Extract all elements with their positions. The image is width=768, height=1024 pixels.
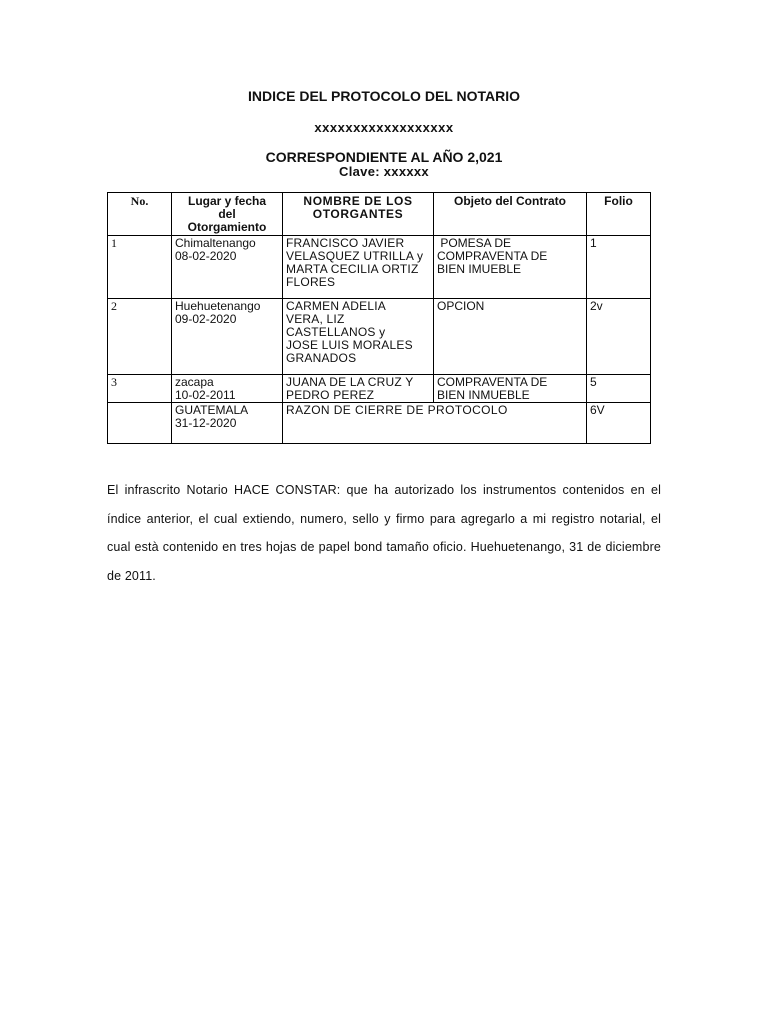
header-lugar-line: Lugar y fecha [187,194,267,208]
header-lugar-line: del [218,207,236,221]
closing-row-no [108,403,172,444]
row-lugar-line: Huehuetenango [175,299,261,313]
row-lugar-line: zacapa [175,375,214,389]
row-nombre-line: FRANCISCO JAVIER [286,236,405,250]
row-nombre [283,236,434,299]
row-folio: 5 [587,375,651,403]
notary-code: xxxxxxxxxxxxxxxxxx [314,120,454,135]
table-header-row [108,193,651,236]
row-nombre-line: VELASQUEZ UTRILLA y [286,249,424,263]
table-row [108,236,651,299]
row-lugar [172,375,283,403]
row-folio: 2v [587,299,651,375]
row-nombre-line: CASTELLANOS y [286,325,386,339]
closing-row-lugar-line: GUATEMALA [175,403,249,417]
row-objeto-line: COMPRAVENTA DE [437,375,548,389]
row-nombre-line: CARMEN ADELIA [286,299,386,313]
clave-line: Clave: xxxxxx [339,164,429,179]
header-objeto: Objeto del Contrato [434,193,587,236]
row-nombre-line: GRANADOS [286,351,357,365]
header-folio: Folio [587,193,651,236]
header-nombre-line: OTORGANTES [312,207,404,221]
row-nombre-line: JUANA DE LA CRUZ Y [286,375,414,389]
closing-row-lugar [172,403,283,444]
header-nombre-line: NOMBRE DE LOS [303,194,413,208]
row-lugar [172,299,283,375]
row-no: 3 [108,375,172,403]
row-lugar-line: 09-02-2020 [175,312,237,326]
header-nombre [283,193,434,236]
row-nombre-line: JOSE LUIS MORALES [286,338,413,352]
protocol-index-table [107,192,651,444]
row-objeto-line: BIEN INMUEBLE [437,388,530,402]
closing-row-folio: 6V [587,403,651,444]
table-row [108,299,651,375]
row-lugar-line: 08-02-2020 [175,249,237,263]
row-nombre [283,375,434,403]
row-lugar [172,236,283,299]
row-nombre-line: FLORES [286,275,336,289]
row-nombre-line: PEDRO PEREZ [286,388,375,402]
row-objeto-line: COMPRAVENTA DE [437,249,548,263]
row-objeto [434,375,587,403]
header-no: No. [108,193,172,236]
row-no: 2 [108,299,172,375]
header-lugar-line: Otorgamiento [187,220,267,234]
closing-row [108,403,651,444]
row-lugar-line: Chimaltenango [175,236,256,250]
row-folio: 1 [587,236,651,299]
closing-paragraph: El infrascrito Notario HACE CONSTAR: que ha autorizado los instrumentos contenidos en el índice anterior, el cual extiendo, numero, sello y firmo para agregarlo a mi registro notarial, el cual està contenido en tres hojas de papel bond tamaño oficio. Huehuetenango, 31 de diciembre de 2011. [107,483,661,583]
document-title: INDICE DEL PROTOCOLO DEL NOTARIO [248,88,520,104]
row-lugar-line: 10-02-2011 [175,388,236,402]
row-objeto-line: OPCION [437,299,485,313]
year-line: CORRESPONDIENTE AL AÑO 2,021 [265,149,503,165]
row-objeto [434,236,587,299]
row-nombre-line: VERA, LIZ [286,312,345,326]
closing-row-razon: RAZON DE CIERRE DE PROTOCOLO [283,403,587,444]
row-nombre-line: MARTA CECILIA ORTIZ [286,262,419,276]
closing-row-lugar-line: 31-12-2020 [175,416,237,430]
row-no: 1 [108,236,172,299]
row-objeto-line: POMESA DE [437,236,512,250]
row-nombre [283,299,434,375]
table-row [108,375,651,403]
row-objeto [434,299,587,375]
header-lugar [172,193,283,236]
row-objeto-line: BIEN IMUEBLE [437,262,522,276]
